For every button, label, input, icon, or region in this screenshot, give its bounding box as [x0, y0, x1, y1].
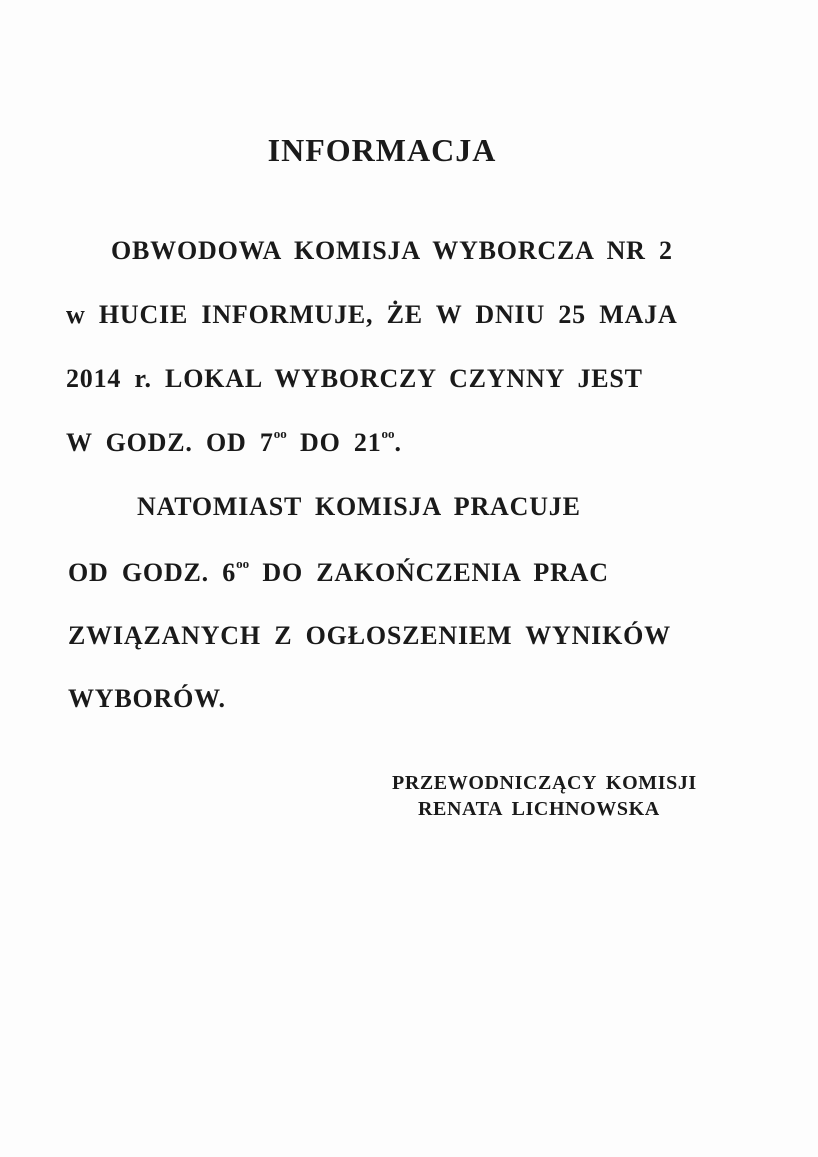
signature-role: PRZEWODNICZĄCY KOMISJI: [392, 772, 697, 794]
hours-prefix: W GODZ. OD 7: [66, 428, 274, 457]
text-line-commission-works: NATOMIAST KOMISJA PRACUJE: [137, 492, 581, 521]
document-title: INFORMACJA: [267, 132, 497, 168]
work-prefix: OD GODZ. 6: [68, 558, 237, 587]
work-suffix: DO ZAKOŃCZENIA PRAC: [249, 558, 609, 587]
hours-sup-close: oo: [381, 426, 395, 441]
text-line-results: ZWIĄZANYCH Z OGŁOSZENIEM WYNIKÓW: [68, 621, 671, 650]
text-line-elections: WYBORÓW.: [68, 684, 226, 713]
text-line-commission: OBWODOWA KOMISJA WYBORCZA NR 2: [111, 236, 673, 265]
hours-suffix: .: [394, 428, 402, 457]
text-line-announcement: w HUCIE INFORMUJE, ŻE W DNIU 25 MAJA: [66, 300, 678, 329]
signature-name: RENATA LICHNOWSKA: [418, 798, 660, 820]
work-sup: oo: [236, 556, 250, 571]
hours-middle: DO 21: [286, 428, 382, 457]
text-line-polling-station: 2014 r. LOKAL WYBORCZY CZYNNY JEST: [66, 364, 643, 393]
text-line-opening-hours: [66, 428, 402, 458]
text-line-work-hours: [68, 558, 609, 588]
hours-sup-open: oo: [273, 426, 287, 441]
